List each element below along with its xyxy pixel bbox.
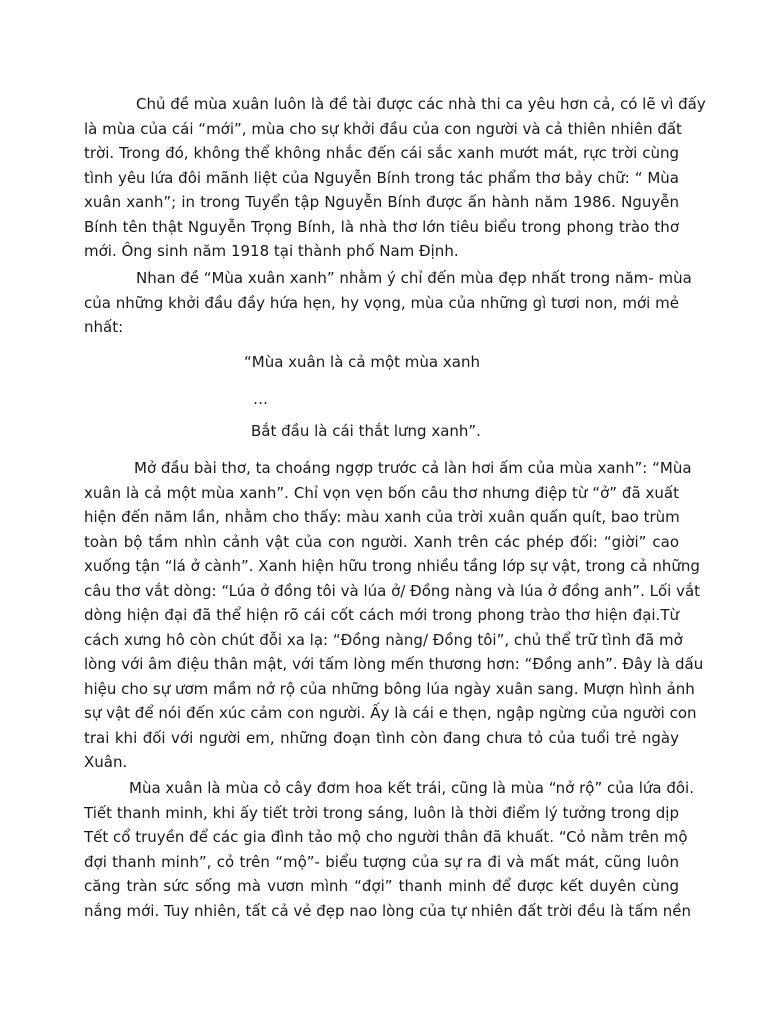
text-line: hiện đến năm lần, nhằm cho thấy: màu xanh của trời xuân quấn quít, bao trùm [84,508,680,526]
text-line: sự vật để nói đến xúc cảm con người. Ấy là cái e thẹn, ngập ngừng của người con [84,704,697,722]
text-line: đợi thanh minh”, cỏ trên “mộ”- biểu tượng của sự ra đi và mất mát, cũng luôn [84,852,679,871]
poem-line-1: “Mùa xuân là cả một mùa xanh [244,353,480,371]
text-line: căng tràn sức sống mà vươn mình “đợi” thanh minh để được kết duyên cùng [84,877,679,895]
text-line: xuân xanh”; in trong Tuyển tập Nguyễn Bính được ấn hành năm 1986. Nguyễn [84,193,679,211]
text-line: Xuân. [84,753,128,771]
paragraph-intro [84,92,706,264]
poem-ellipsis: … [253,390,268,408]
text-line: Mở đầu bài thơ, ta choáng ngợp trước cả làn hơi ấm của mùa xanh”: “Mùa [134,459,692,477]
poem-line-2: Bắt đầu là cái thắt lưng xanh”. [251,422,481,440]
text-line: nắng mới. Tuy nhiên, tất cả vẻ đẹp nao lòng của tự nhiên đất trời đều là tấm nền [84,901,692,920]
text-line: mới. Ông sinh năm 1918 tại thành phố Nam Định. [84,242,459,260]
text-line: của những khởi đầu đầy hứa hẹn, hy vọng, mùa của những gì tươi non, mới mẻ [84,293,679,312]
text-line: hiệu cho sự ươm mầm nở rộ của những bông lúa ngày xuân sang. Mượn hình ảnh [84,679,695,698]
paragraph-spring-love [84,776,694,923]
text-line: xuân là cả một mùa xanh”. Chỉ vọn vẹn bốn câu thơ nhưng điệp từ “ở” đã xuất [84,483,679,502]
text-line: xuống tận “lá ở cành”. Xanh hiện hữu trong nhiều tầng lớp sự vật, trong cả những [84,557,700,575]
text-line: Chủ đề mùa xuân luôn là đề tài được các nhà thi ca yêu hơn cả, có lẽ vì đấy [136,95,706,113]
text-line: trai khi đối với người em, những đoạn tình còn đang chưa tỏ của tuổi trẻ ngày [84,728,679,747]
text-line: Tết cổ truyền để các gia đình tảo mộ cho người thân đã khuất. “Cỏ nằm trên mộ [84,828,688,846]
text-line: lòng với âm điệu thân mật, với tấm lòng mến thương hơn: “Đồng anh”. Đây là dấu [84,655,704,673]
text-line: tình yêu lứa đôi mãnh liệt của Nguyễn Bính trong tác phẩm thơ bảy chữ: “ Mùa [84,168,679,187]
text-line: nhất: [84,318,124,336]
text-line: trời. Trong đó, không thể không nhắc đến cái sắc xanh mướt mát, rực trời cùng [84,144,679,162]
text-line: Tiết thanh minh, khi ấy tiết trời trong sáng, luôn là thời điểm lý tưởng trong dịp [84,803,679,822]
text-line: dòng hiện đại đã thể hiện rõ cái cốt cách mới trong phong trào thơ hiện đại.Từ [84,606,679,624]
text-line: câu thơ vắt dòng: “Lúa ở đồng tôi và lúa ở/ Đồng nàng và lúa ở đồng anh”. Lối vắt [84,581,701,600]
text-line: toàn bộ tầm nhìn cảnh vật của con người. Xanh trên các phép đối: “giời” cao [84,532,679,551]
text-line: Nhan đề “Mùa xuân xanh” nhằm ý chỉ đến mùa đẹp nhất trong năm- mùa [136,269,692,287]
text-line: cách xưng hô còn chút đỗi xa lạ: “Đồng nàng/ Đồng tôi”, chủ thể trữ tình đã mở [84,630,683,649]
text-line: là mùa của cái “mới”, mùa cho sự khởi đầu của con người và cả thiên nhiên đất [84,119,682,138]
text-line: Mùa xuân là mùa cỏ cây đơm hoa kết trái, cũng là mùa “nở rộ” của lứa đôi. [129,779,694,797]
paragraph-title-meaning [84,266,692,340]
paragraph-analysis [84,456,704,775]
text-line: Bính tên thật Nguyễn Trọng Bính, là nhà thơ lớn tiêu biểu trong phong trào thơ [84,217,679,236]
